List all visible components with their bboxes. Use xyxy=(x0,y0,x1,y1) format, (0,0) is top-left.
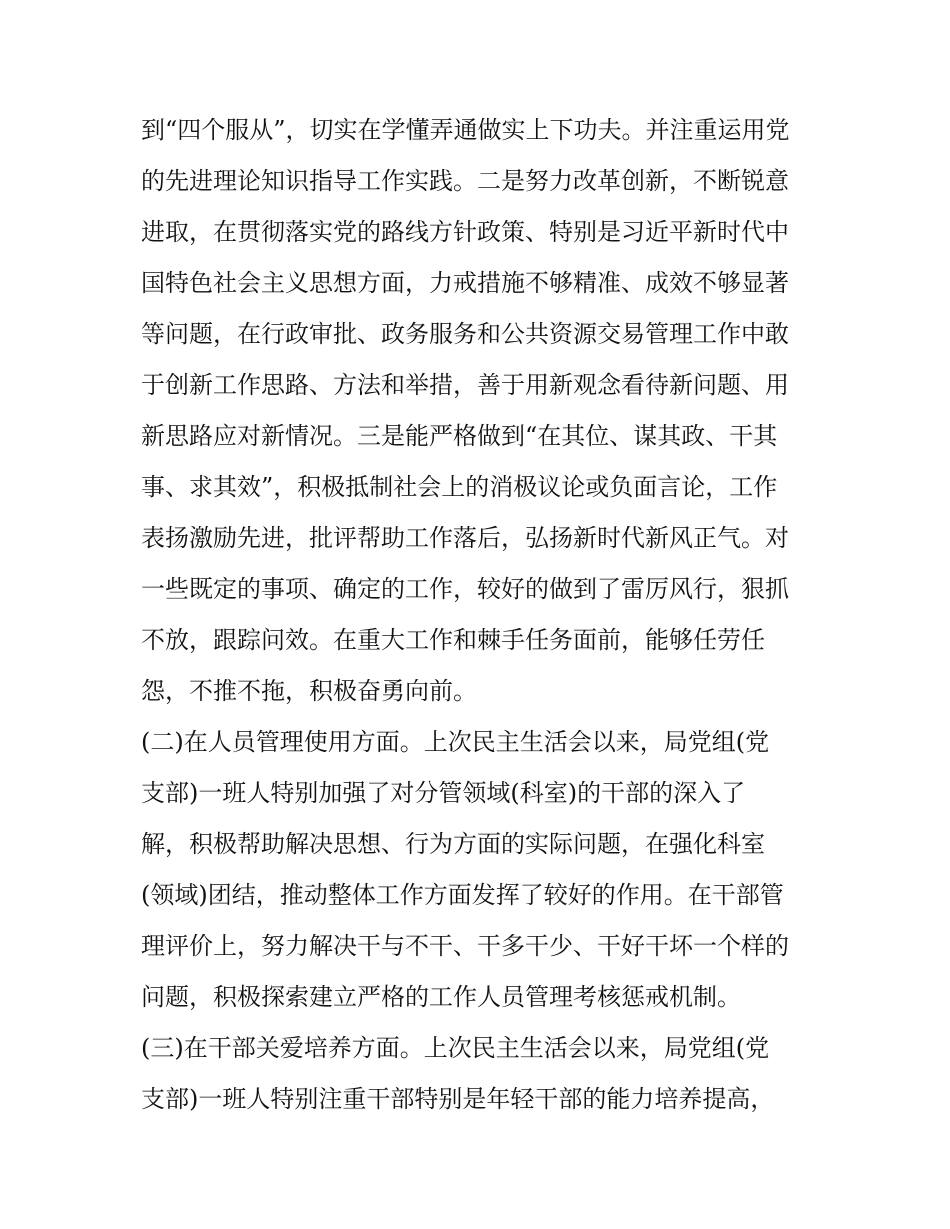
document-body xyxy=(141,105,831,1125)
text-line: 的先进理论知识指导工作实践。二是努力改革创新，不断锐意 xyxy=(141,167,789,195)
section-heading-line: (三)在干部关爱培养方面。上次民主生活会以来，局党组(党 xyxy=(141,1034,770,1062)
text-line: (领域)团结，推动整体工作方面发挥了较好的作用。在干部管 xyxy=(141,881,784,909)
text-line: 一些既定的事项、确定的工作，较好的做到了雷厉风行，狠抓 xyxy=(141,575,789,603)
text-line: 支部)一班人特别加强了对分管领域(科室)的干部的深入了 xyxy=(141,779,746,807)
text-line: 支部)一班人特别注重干部特别是年轻干部的能力培养提高， xyxy=(141,1085,775,1113)
text-line: 国特色社会主义思想方面，力戒措施不够精准、成效不够显著 xyxy=(141,269,789,297)
text-line: 怨，不推不拖，积极奋勇向前。 xyxy=(141,677,477,705)
text-line: 问题，积极探索建立严格的工作人员管理考核惩戒机制。 xyxy=(141,983,741,1011)
text-line: 新思路应对新情况。三是能严格做到“在其位、谋其政、干其 xyxy=(141,422,778,450)
text-line: 于创新工作思路、方法和举措，善于用新观念看待新问题、用 xyxy=(141,371,789,399)
text-line: 事、求其效”，积极抵制社会上的消极议论或负面言论，工作 xyxy=(141,473,778,501)
text-line: 表扬激励先进，批评帮助工作落后，弘扬新时代新风正气。对 xyxy=(141,524,789,552)
text-line: 不放，跟踪问效。在重大工作和棘手任务面前，能够任劳任 xyxy=(141,626,765,654)
section-heading-line: (二)在人员管理使用方面。上次民主生活会以来，局党组(党 xyxy=(141,728,770,756)
text-line: 解，积极帮助解决思想、行为方面的实际问题，在强化科室 xyxy=(141,830,765,858)
text-line: 进取，在贯彻落实党的路线方针政策、特别是习近平新时代中 xyxy=(141,218,789,246)
text-line: 到“四个服从”，切实在学懂弄通做实上下功夫。并注重运用党 xyxy=(141,116,790,144)
text-line: 理评价上，努力解决干与不干、干多干少、干好干坏一个样的 xyxy=(141,932,789,960)
text-line: 等问题，在行政审批、政务服务和公共资源交易管理工作中敢 xyxy=(141,320,789,348)
